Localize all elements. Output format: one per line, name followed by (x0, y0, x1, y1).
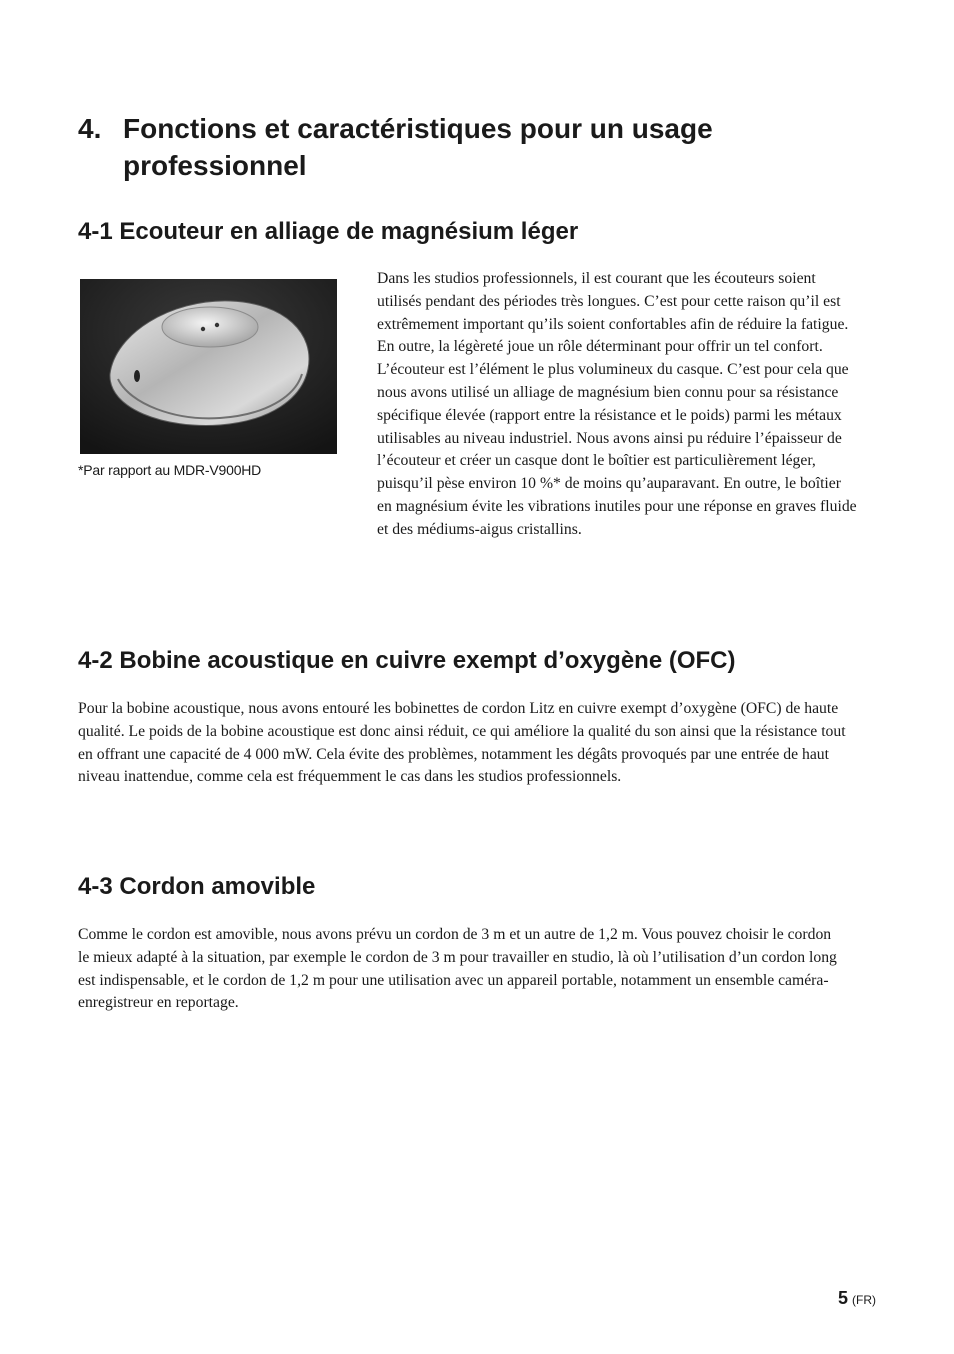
section-title (78, 110, 878, 184)
page-number (838, 1288, 876, 1309)
section-title-text: Fonctions et caractéristiques pour un usage professionnel (123, 113, 713, 181)
language-code: (FR) (852, 1293, 876, 1307)
page-number-value: 5 (837, 1288, 848, 1308)
section-number: 4. (78, 113, 102, 144)
section-4-1-body (377, 268, 857, 542)
paragraph: L’écouteur est l’élément le plus volumineux du casque. C’est pour cela que nous avons utilisé un alliage de magnésium bien connu pour sa résistance spécifique élevée (rapport entre la résistance et le poids) parmi les métaux utilisables au niveau industriel. Nous avons ainsi pu réduire l’épaisseur de l’écouteur et créer un casque dont le boîtier est particulièrement léger, puisqu’il pèse environ 10 %* de moins qu’auparavant. En outre, le boîtier en magnésium évite les vibrations inutiles pour une réponse en graves fluide et des médiums-aigus cristallins. (377, 361, 857, 538)
heading-4-2: 4-2 Bobine acoustique en cuivre exempt d’oxygène (OFC) (78, 647, 736, 674)
magnesium-housing-photo (80, 279, 337, 454)
paragraph: Comme le cordon est amovible, nous avons prévu un cordon de 3 m et un autre de 1,2 m. Vous pouvez choisir le cordon le mieux adapté à la situation, par exemple le cordon de 3 m pour travailler en studio, là où l’utilisation d’un cordon long est indispensable, et le cordon de 1,2 m pour une utilisation avec un appareil portable, notamment un ensemble caméra-enregistreur en reportage. (78, 926, 837, 1012)
photo-caption: *Par rapport au MDR-V900HD (78, 462, 262, 478)
paragraph: Pour la bobine acoustique, nous avons entouré les bobinettes de cordon Litz en cuivre exempt d’oxygène (OFC) de haute qualité. Le poids de la bobine acoustique est donc ainsi réduit, ce qui améliore la qualité du son ainsi que la résistance tout en offrant une capacité de 4 000 mW. Cela évite des problèmes, notamment les dégâts provoqués par une entrée de haut niveau inattendue, comme cela est fréquemment le cas dans les studios professionnels. (78, 700, 846, 786)
section-4-3-body (78, 924, 838, 1015)
heading-4-1: 4-1 Ecouteur en alliage de magnésium léger (78, 218, 579, 245)
section-4-2-body (78, 698, 858, 789)
paragraph: Dans les studios professionnels, il est courant que les écouteurs soient utilisés pendant des périodes très longues. C’est pour cette raison qu’il est extrêmement important qu’ils soient confortables afin de réduire la fatigue. En outre, la légèreté joue un rôle déterminant pour offrir un tel confort. (377, 270, 849, 356)
heading-4-3: 4-3 Cordon amovible (78, 873, 316, 900)
